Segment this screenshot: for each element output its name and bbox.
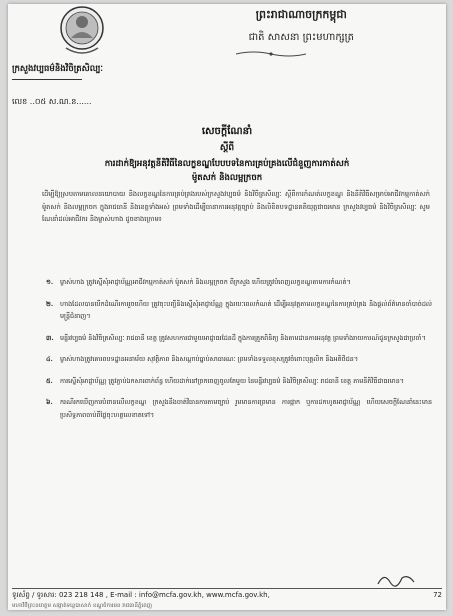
item-text: ម្ចាស់ហាង ត្រូវស្នើសុំអាជ្ញាប័ណ្ណអាជីវកម្មកាត់សក់ ម៉ូតសក់ និងលម្អក្រចក ពីក្រសួង ហើយត្រូវបំពេញលក្ខខណ្ឌតាមការកំណត់។ bbox=[60, 278, 351, 286]
signature-mark-icon bbox=[376, 570, 416, 588]
ministry-underline bbox=[12, 79, 82, 80]
title-line-4: ម៉ូតសក់ និងលម្អក្រចក bbox=[191, 173, 263, 183]
list-item bbox=[42, 298, 432, 323]
list-item bbox=[42, 332, 432, 345]
document-page bbox=[8, 4, 446, 610]
title-line-1: សេចក្តីណែនាំ bbox=[201, 126, 253, 137]
list-item bbox=[42, 396, 432, 421]
kingdom-header bbox=[249, 8, 354, 45]
item-number: ៣. bbox=[46, 333, 54, 342]
item-text: ហាងដែលបានបើកដំណើរការរួចហើយ ត្រូវចុះបញ្ជីនិងស្នើសុំអាជ្ញាប័ណ្ណ ក្នុងរយៈពេលកំណត់ ដើម្បីអនុវត្តតាមលក្ខខណ្ឌនៃការគ្រប់គ្រង និងផ្តល់ព័ត៌មានចាំបាច់ដល់មន្ត្រីជំនាញ។ bbox=[60, 299, 432, 320]
footer-contact: ទូរស័ព្ទ / ទូរសារ: 023 218 148 , E-mail : info@mcfa.gov.kh, www.mcfa.gov.kh, bbox=[12, 591, 270, 599]
ministry-name: ក្រសួងវប្បធម៌និងវិចិត្រសិល្បៈ bbox=[12, 64, 103, 74]
list-item bbox=[42, 375, 432, 388]
footer-contact-bar bbox=[12, 591, 442, 601]
title-line-3: ការដាក់ឱ្យអនុវត្តនីតិវិធីនៃលក្ខខណ្ឌបែបបទនៃការគ្រប់គ្រងលើជំនួញការកាត់សក់ bbox=[104, 159, 350, 169]
kingdom-line: ព្រះរាជាណាចក្រកម្ពុជា bbox=[255, 8, 347, 21]
page-number: 72 bbox=[433, 591, 442, 599]
item-number: ២. bbox=[46, 299, 54, 308]
footer-address: មហាវិថីព្រះនរោត្តម សង្កាត់ទន្លេបាសាក់ ខណ្ឌចំការមន រាជធានីភ្នំពេញ bbox=[12, 603, 152, 609]
ornament-divider-icon bbox=[236, 50, 306, 58]
item-text: ករណីរកឃើញការបំពានលើលក្ខខណ្ឌ ក្រសួងនឹងចាត់វិធានការតាមច្បាប់ រួមមានការព្រមាន ការផ្អាក ឬការដកហូតអាជ្ញាប័ណ្ណ ហើយសេចក្តីណែនាំនេះមានប្រសិទ្ធភាពចាប់ពីថ្ងៃចុះហត្ថលេខាតទៅ។ bbox=[60, 398, 432, 419]
footer-divider bbox=[12, 588, 442, 589]
list-item bbox=[42, 276, 432, 289]
item-number: ៥. bbox=[46, 376, 53, 385]
motto-line: ជាតិ សាសនា ព្រះមហាក្សត្រ bbox=[248, 32, 354, 43]
item-number: ១. bbox=[46, 278, 54, 286]
item-text: ការស្នើសុំអាជ្ញាប័ណ្ណ ត្រូវភ្ជាប់ឯកសារពាក់ព័ន្ធ ហើយដាក់នៅច្រកចេញចូលតែមួយ នៃមន្ទីរវប្បធម៌ និងវិចិត្រសិល្បៈ រាជធានី ខេត្ត តាមនីតិវិធីជាធរមាន។ bbox=[60, 376, 404, 385]
reference-number: លេខ ..០៥ ស.ណ.ន...... bbox=[12, 97, 92, 106]
title-line-2: ស្តីពី bbox=[219, 143, 235, 153]
list-item bbox=[42, 353, 432, 366]
item-text: មន្ទីរវប្បធម៌ និងវិចិត្រសិល្បៈ រាជធានី ខេត្ត ត្រូវសហការជាមួយអាជ្ញាធរដែនដី ក្នុងការត្រួតពិនិត្យ និងតាមដានការអនុវត្ត ព្រមទាំងរាយការណ៍ជូនក្រសួងជាប្រចាំ។ bbox=[60, 333, 426, 342]
ministry-seal-icon bbox=[58, 4, 106, 56]
item-text: ម្ចាស់ហាងត្រូវគោរពបទដ្ឋានអនាម័យ សុវត្ថិភាព និងសណ្តាប់ធ្នាប់សាធារណៈ ព្រមទាំងទទួលខុសត្រូវចំពោះបុគ្គលិក និងអតិថិជន។ bbox=[60, 355, 359, 363]
item-number: ៤. bbox=[46, 355, 53, 363]
item-number: ៦. bbox=[46, 398, 53, 406]
document-title bbox=[8, 124, 446, 185]
instruction-list bbox=[42, 276, 432, 430]
intro-paragraph: ដើម្បីឱ្យស្របតាមគោលនយោបាយ និងលក្ខខណ្ឌនៃការគ្រប់គ្រងរបស់ក្រសួងវប្បធម៌ និងវិចិត្រសិល្បៈ ស្តីពីការកំណត់លក្ខខណ្ឌ និងនីតិវិធីសម្រាប់អាជីវកម្មកាត់សក់ ម៉ូតសក់ និងលម្អក្រចក ក្នុងរាជធានី និងខេត្តទាំងអស់ ព្រមទាំងដើម្បីធានាការអនុវត្តច្បាប់ និងលិខិតបទដ្ឋានគតិយុត្តជាធរមាន ក្រសួងវប្បធម៌ និងវិចិត្រសិល្បៈ សូមណែនាំដល់អាជីវករ និងម្ចាស់ហាង ដូចខាងក្រោម៖ bbox=[42, 190, 430, 223]
